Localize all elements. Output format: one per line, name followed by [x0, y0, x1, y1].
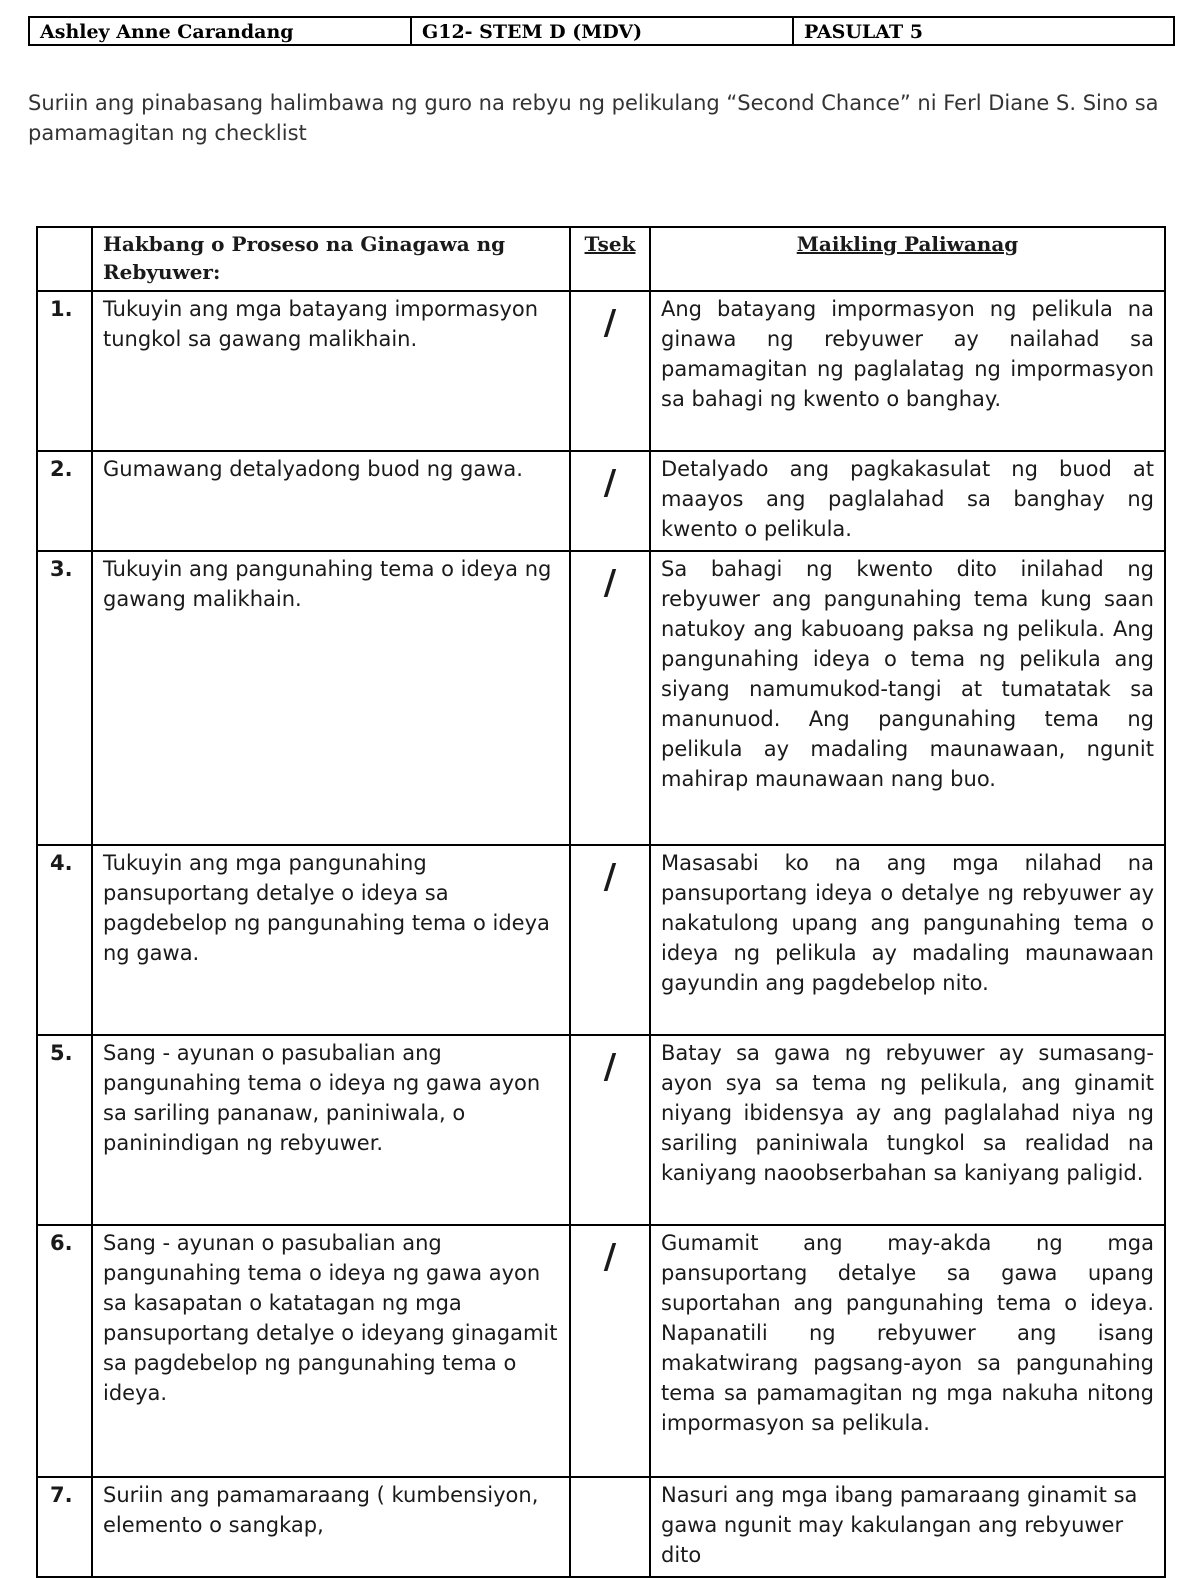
row-number: 2. [37, 451, 92, 551]
row-step: Tukuyin ang mga batayang impormasyon tungkol sa gawang malikhain. [92, 291, 570, 451]
row-check-mark: / [570, 1035, 650, 1225]
row-check-mark [570, 1477, 650, 1577]
row-step: Suriin ang pamamaraang ( kumbensiyon, elemento o sangkap, [92, 1477, 570, 1577]
row-check-mark: / [570, 551, 650, 845]
table-row [37, 551, 1165, 845]
activity-title: PASULAT 5 [793, 17, 1174, 45]
row-number: 4. [37, 845, 92, 1035]
table-row [37, 291, 1165, 451]
header-check: Tsek [570, 227, 650, 291]
table-row [37, 1477, 1165, 1577]
row-explanation: Gumamit ang may-akda ng mga pansuportang detalye sa gawa upang suportahan ang pangunahing tema o ideya. Napanatili ng rebyuwer ang isang makatwirang pagsang-ayon sa pangunahing tema sa pamamagitan ng mga nakuha nitong impormasyon sa pelikula. [650, 1225, 1165, 1477]
table-row [37, 1225, 1165, 1477]
header-step: Hakbang o Proseso na Ginagawa ng Rebyuwer: [92, 227, 570, 291]
table-row [37, 845, 1165, 1035]
row-number: 5. [37, 1035, 92, 1225]
row-number: 7. [37, 1477, 92, 1577]
student-section: G12- STEM D (MDV) [411, 17, 793, 45]
row-explanation: Ang batayang impormasyon ng pelikula na ginawa ng rebyuwer ay nailahad sa pamamagitan ng paglalatag ng impormasyon sa bahagi ng kwento o banghay. [650, 291, 1165, 451]
row-step: Sang - ayunan o pasubalian ang pangunahing tema o ideya ng gawa ayon sa sariling pananaw, paniniwala, o paninindigan ng rebyuwer. [92, 1035, 570, 1225]
row-number: 1. [37, 291, 92, 451]
review-checklist-table [36, 226, 1166, 1578]
row-explanation: Detalyado ang pagkakasulat ng buod at maayos ang paglalahad sa banghay ng kwento o pelikula. [650, 451, 1165, 551]
row-step: Tukuyin ang pangunahing tema o ideya ng gawang malikhain. [92, 551, 570, 845]
row-explanation: Nasuri ang mga ibang pamaraang ginamit sa gawa ngunit may kakulangan ang rebyuwer dito [650, 1477, 1165, 1577]
row-step: Gumawang detalyadong buod ng gawa. [92, 451, 570, 551]
row-explanation: Batay sa gawa ng rebyuwer ay sumasang-ayon sya sa tema ng pelikula, ang ginamit niyang ibidensya ay ang paglalahad niya ng sariling paniniwala tungkol sa realidad na kaniyang naoobserbahan sa kaniyang paligid. [650, 1035, 1165, 1225]
student-header [28, 16, 1175, 46]
student-name: Ashley Anne Carandang [29, 17, 411, 45]
header-number-cell [37, 227, 92, 291]
table-row [37, 1035, 1165, 1225]
header-explanation: Maikling Paliwanag [650, 227, 1165, 291]
row-check-mark: / [570, 451, 650, 551]
row-check-mark: / [570, 291, 650, 451]
row-explanation: Masasabi ko na ang mga nilahad na pansuportang ideya o detalye ng rebyuwer ay nakatulong upang ang pangunahing tema o ideya ng pelikula ay madaling maunawaan gayundin ang pagdebelop nito. [650, 845, 1165, 1035]
row-check-mark: / [570, 845, 650, 1035]
table-row [37, 451, 1165, 551]
row-check-mark: / [570, 1225, 650, 1477]
row-number: 3. [37, 551, 92, 845]
row-step: Tukuyin ang mga pangunahing pansuportang detalye o ideya sa pagdebelop ng pangunahing tema o ideya ng gawa. [92, 845, 570, 1035]
row-step: Sang - ayunan o pasubalian ang pangunahing tema o ideya ng gawa ayon sa kasapatan o katatagan ng mga pansuportang detalye o ideyang ginagamit sa pagdebelop ng pangunahing tema o ideya. [92, 1225, 570, 1477]
row-explanation: Sa bahagi ng kwento dito inilahad ng rebyuwer ang pangunahing tema kung saan natukoy ang kabuoang paksa ng pelikula. Ang pangunahing ideya o tema ng pelikula ang siyang namumukod-tangi at tumatatak sa manunuod. Ang pangunahing tema ng pelikula ay madaling maunawaan, ngunit mahirap maunawaan nang buo. [650, 551, 1165, 845]
instruction-text: Suriin ang pinabasang halimbawa ng guro na rebyu ng pelikulang “Second Chance” ni Ferl Diane S. Sino sa pamamagitan ng checklist [28, 91, 1159, 145]
table-header-row [37, 227, 1165, 291]
row-number: 6. [37, 1225, 92, 1477]
